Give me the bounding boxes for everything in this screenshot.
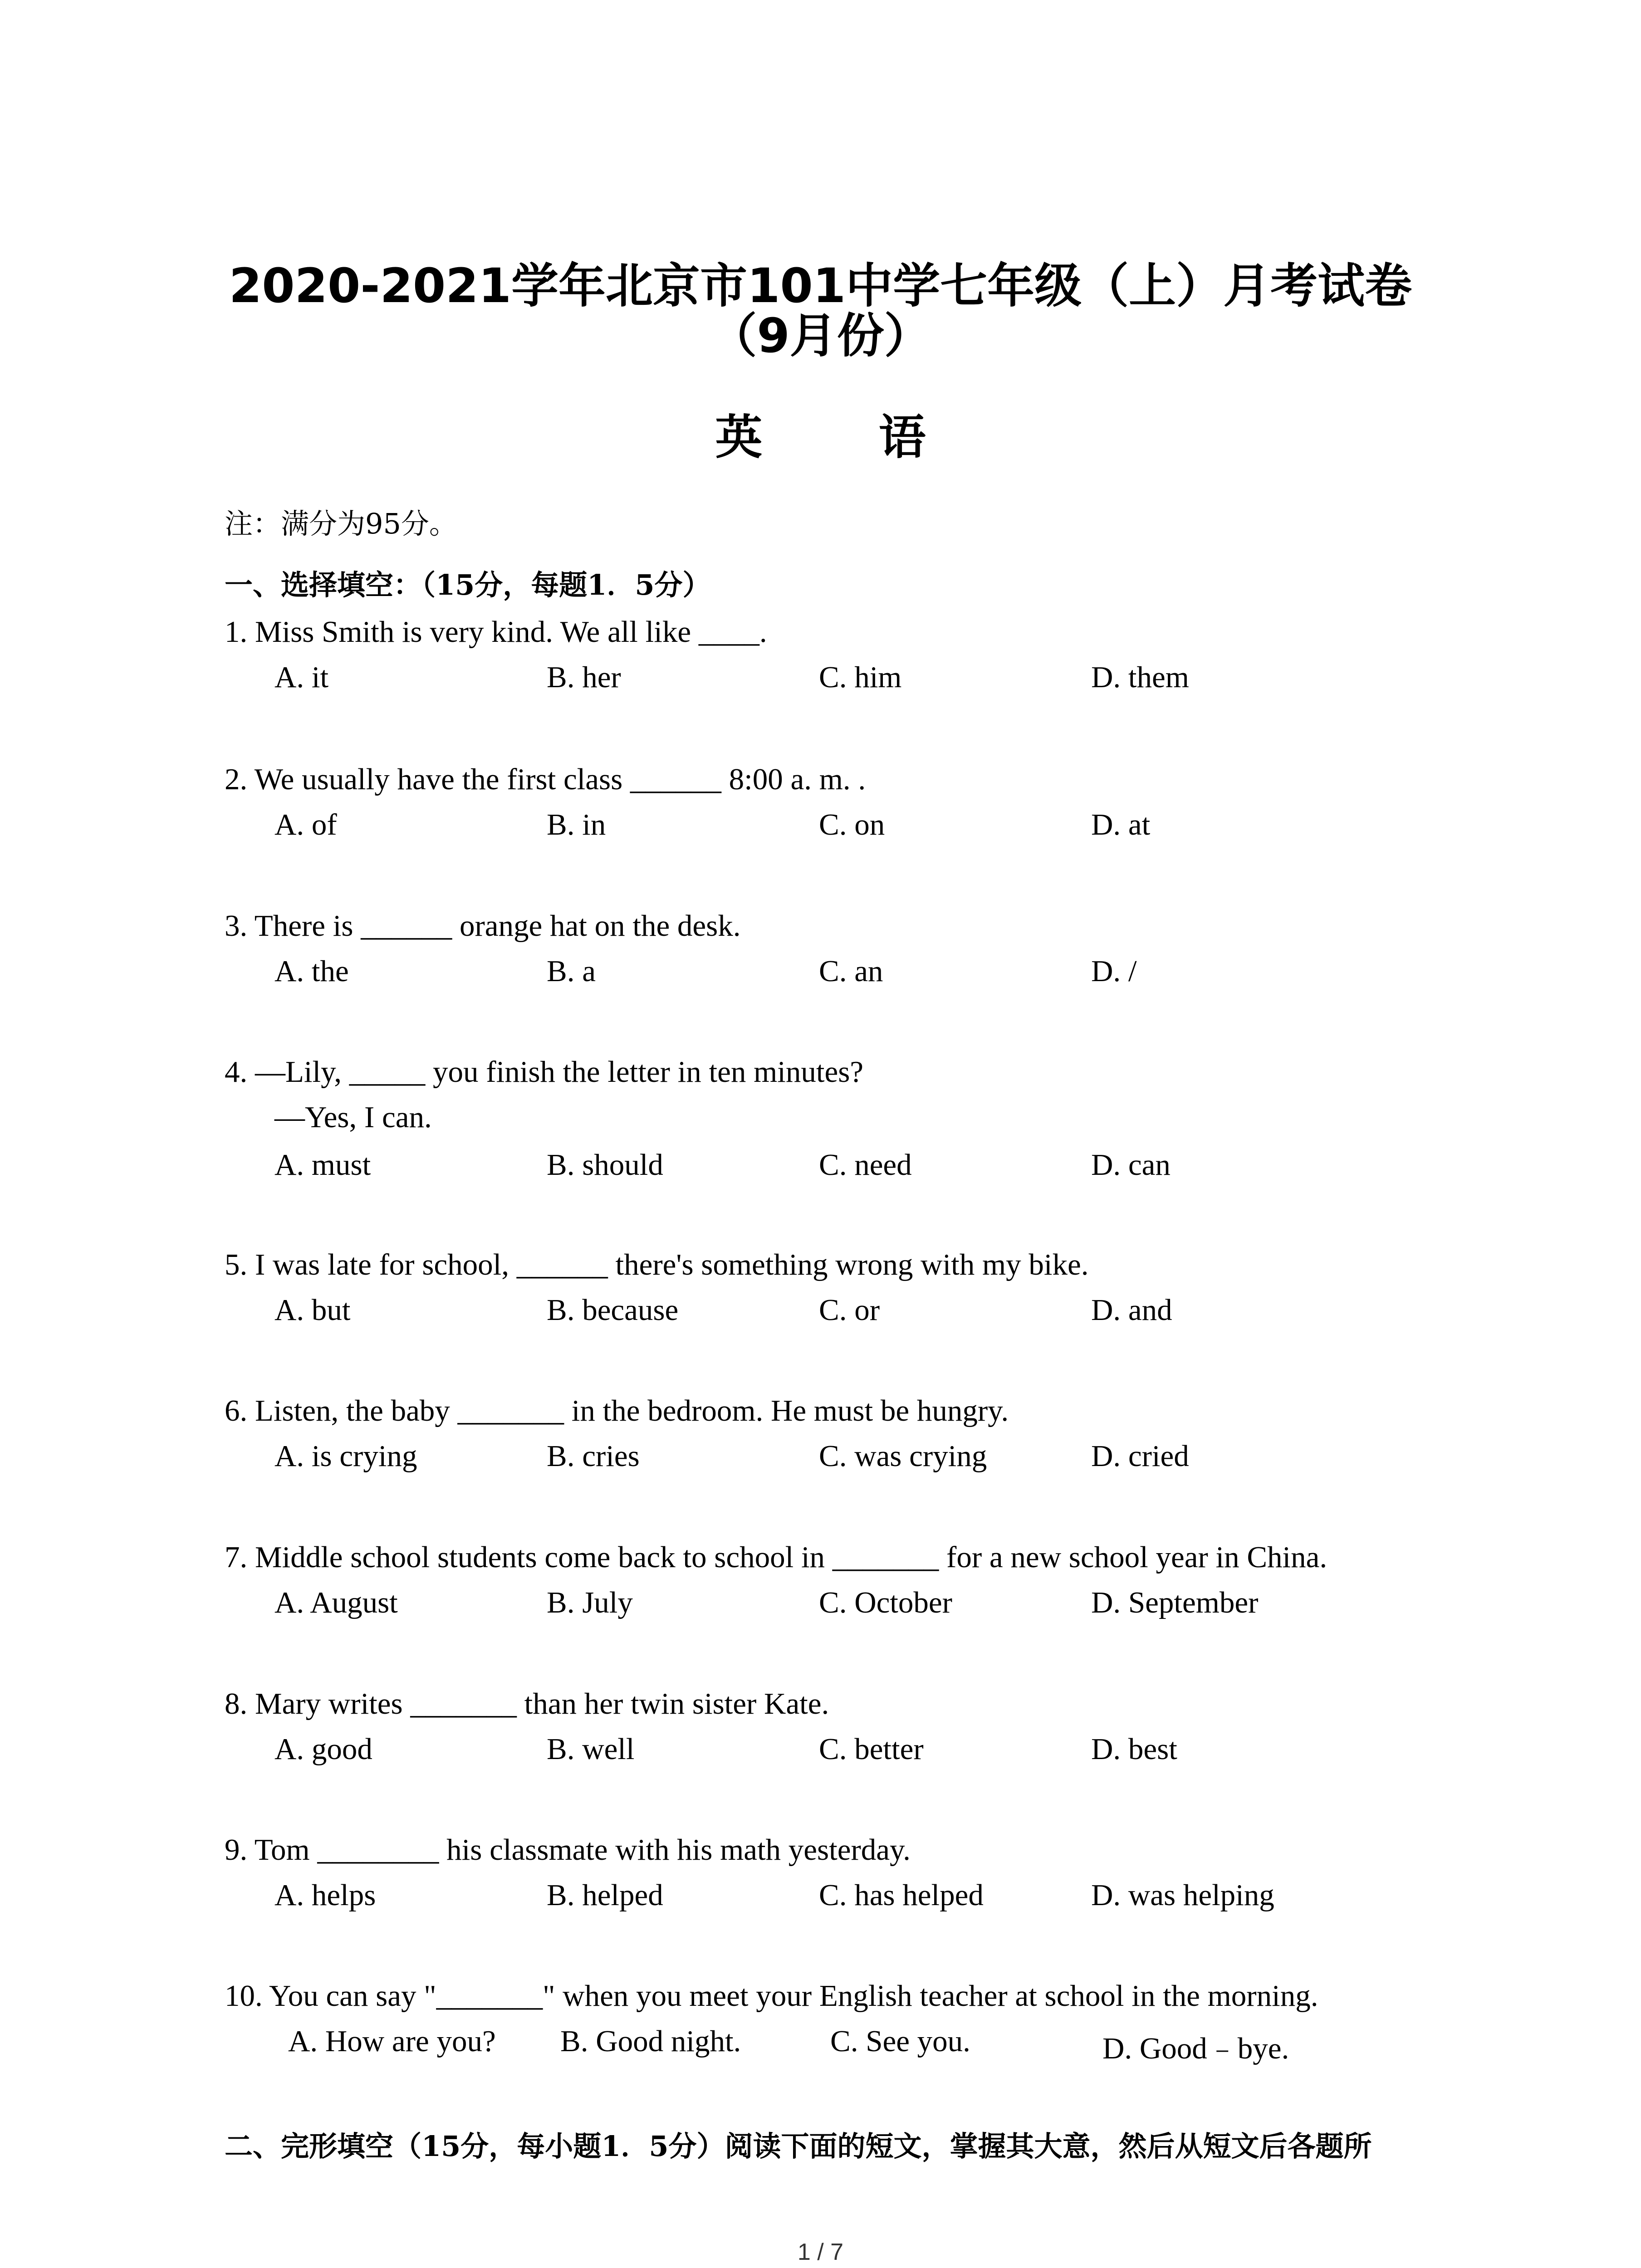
option-a: A. How are you? (288, 2024, 496, 2058)
option-b: B. well (547, 1732, 635, 1766)
option-c: C. October (819, 1586, 952, 1619)
subject-title: 英 语 (715, 409, 976, 465)
option-c: C. better (819, 1732, 924, 1766)
score-note: 注：满分为95分。 (225, 507, 457, 540)
question-stem: 3. There is ______ orange hat on the desk. (225, 909, 741, 943)
option-d: D. and (1091, 1293, 1172, 1327)
option-a: A. August (274, 1586, 398, 1619)
option-b: B. July (547, 1586, 633, 1619)
question-stem: 8. Mary writes _______ than her twin sister Kate. (225, 1687, 829, 1721)
option-b: B. Good night. (560, 2024, 741, 2058)
title-line-1: 2020-2021学年北京市101中学七年级（上）月考试卷 (229, 258, 1412, 313)
option-c: C. has helped (819, 1878, 984, 1912)
option-d: D. / (1091, 954, 1137, 988)
option-b: B. because (547, 1293, 679, 1327)
option-b: B. in (547, 808, 606, 841)
option-a: A. but (274, 1293, 351, 1327)
option-c: C. See you. (830, 2024, 970, 2058)
question-stem: 10. You can say "_______" when you meet your English teacher at school in the morning. (225, 1979, 1318, 2013)
option-a: A. the (274, 954, 349, 988)
option-d: D. at (1091, 808, 1151, 841)
option-d: D. can (1091, 1148, 1171, 1182)
option-d: D. September (1091, 1586, 1259, 1619)
option-c: C. need (819, 1148, 912, 1182)
option-d: D. cried (1091, 1439, 1189, 1473)
question-stem: 7. Middle school students come back to school in _______ for a new school year in China. (225, 1540, 1327, 1574)
option-c: C. or (819, 1293, 880, 1327)
option-b: B. a (547, 954, 596, 988)
option-d: D. them (1091, 660, 1189, 694)
option-c: C. him (819, 660, 902, 694)
option-a: A. of (274, 808, 337, 841)
question-stem: 6. Listen, the baby _______ in the bedroom. He must be hungry. (225, 1394, 1009, 1427)
page-number: 1 / 7 (797, 2239, 844, 2265)
question-stem: 2. We usually have the first class ______ 8:00 a. m. . (225, 763, 866, 796)
section-2-heading: 二、完形填空（15分，每小题1．5分）阅读下面的短文，掌握其大意，然后从短文后各题所 (225, 2130, 1372, 2163)
option-d: D. best (1091, 1732, 1177, 1766)
option-b: B. should (547, 1148, 663, 1182)
question-stem: 5. I was late for school, ______ there's something wrong with my bike. (225, 1248, 1089, 1281)
option-a: A. good (274, 1732, 372, 1766)
option-a: A. helps (274, 1878, 376, 1912)
option-c: C. on (819, 808, 885, 841)
question-stem: 4. —Lily, _____ you finish the letter in ten minutes? (225, 1055, 864, 1089)
title-line-2: （9月份） (710, 308, 931, 363)
option-b: B. cries (547, 1439, 640, 1473)
option-b: B. helped (547, 1878, 663, 1912)
option-a: A. must (274, 1148, 371, 1182)
option-c: C. an (819, 954, 883, 988)
question-stem: 1. Miss Smith is very kind. We all like ____. (225, 615, 767, 649)
option-b: B. her (547, 660, 621, 694)
option-a: A. is crying (274, 1439, 417, 1473)
question-answer-line: —Yes, I can. (274, 1100, 432, 1134)
section-1-heading: 一、选择填空：（15分，每题1．5分） (225, 568, 711, 601)
option-c: C. was crying (819, 1439, 987, 1473)
option-d: D. was helping (1091, 1878, 1274, 1912)
question-stem: 9. Tom ________ his classmate with his math yesterday. (225, 1833, 911, 1867)
option-d: D. Good﹣bye. (1102, 2032, 1289, 2065)
option-a: A. it (274, 660, 329, 694)
